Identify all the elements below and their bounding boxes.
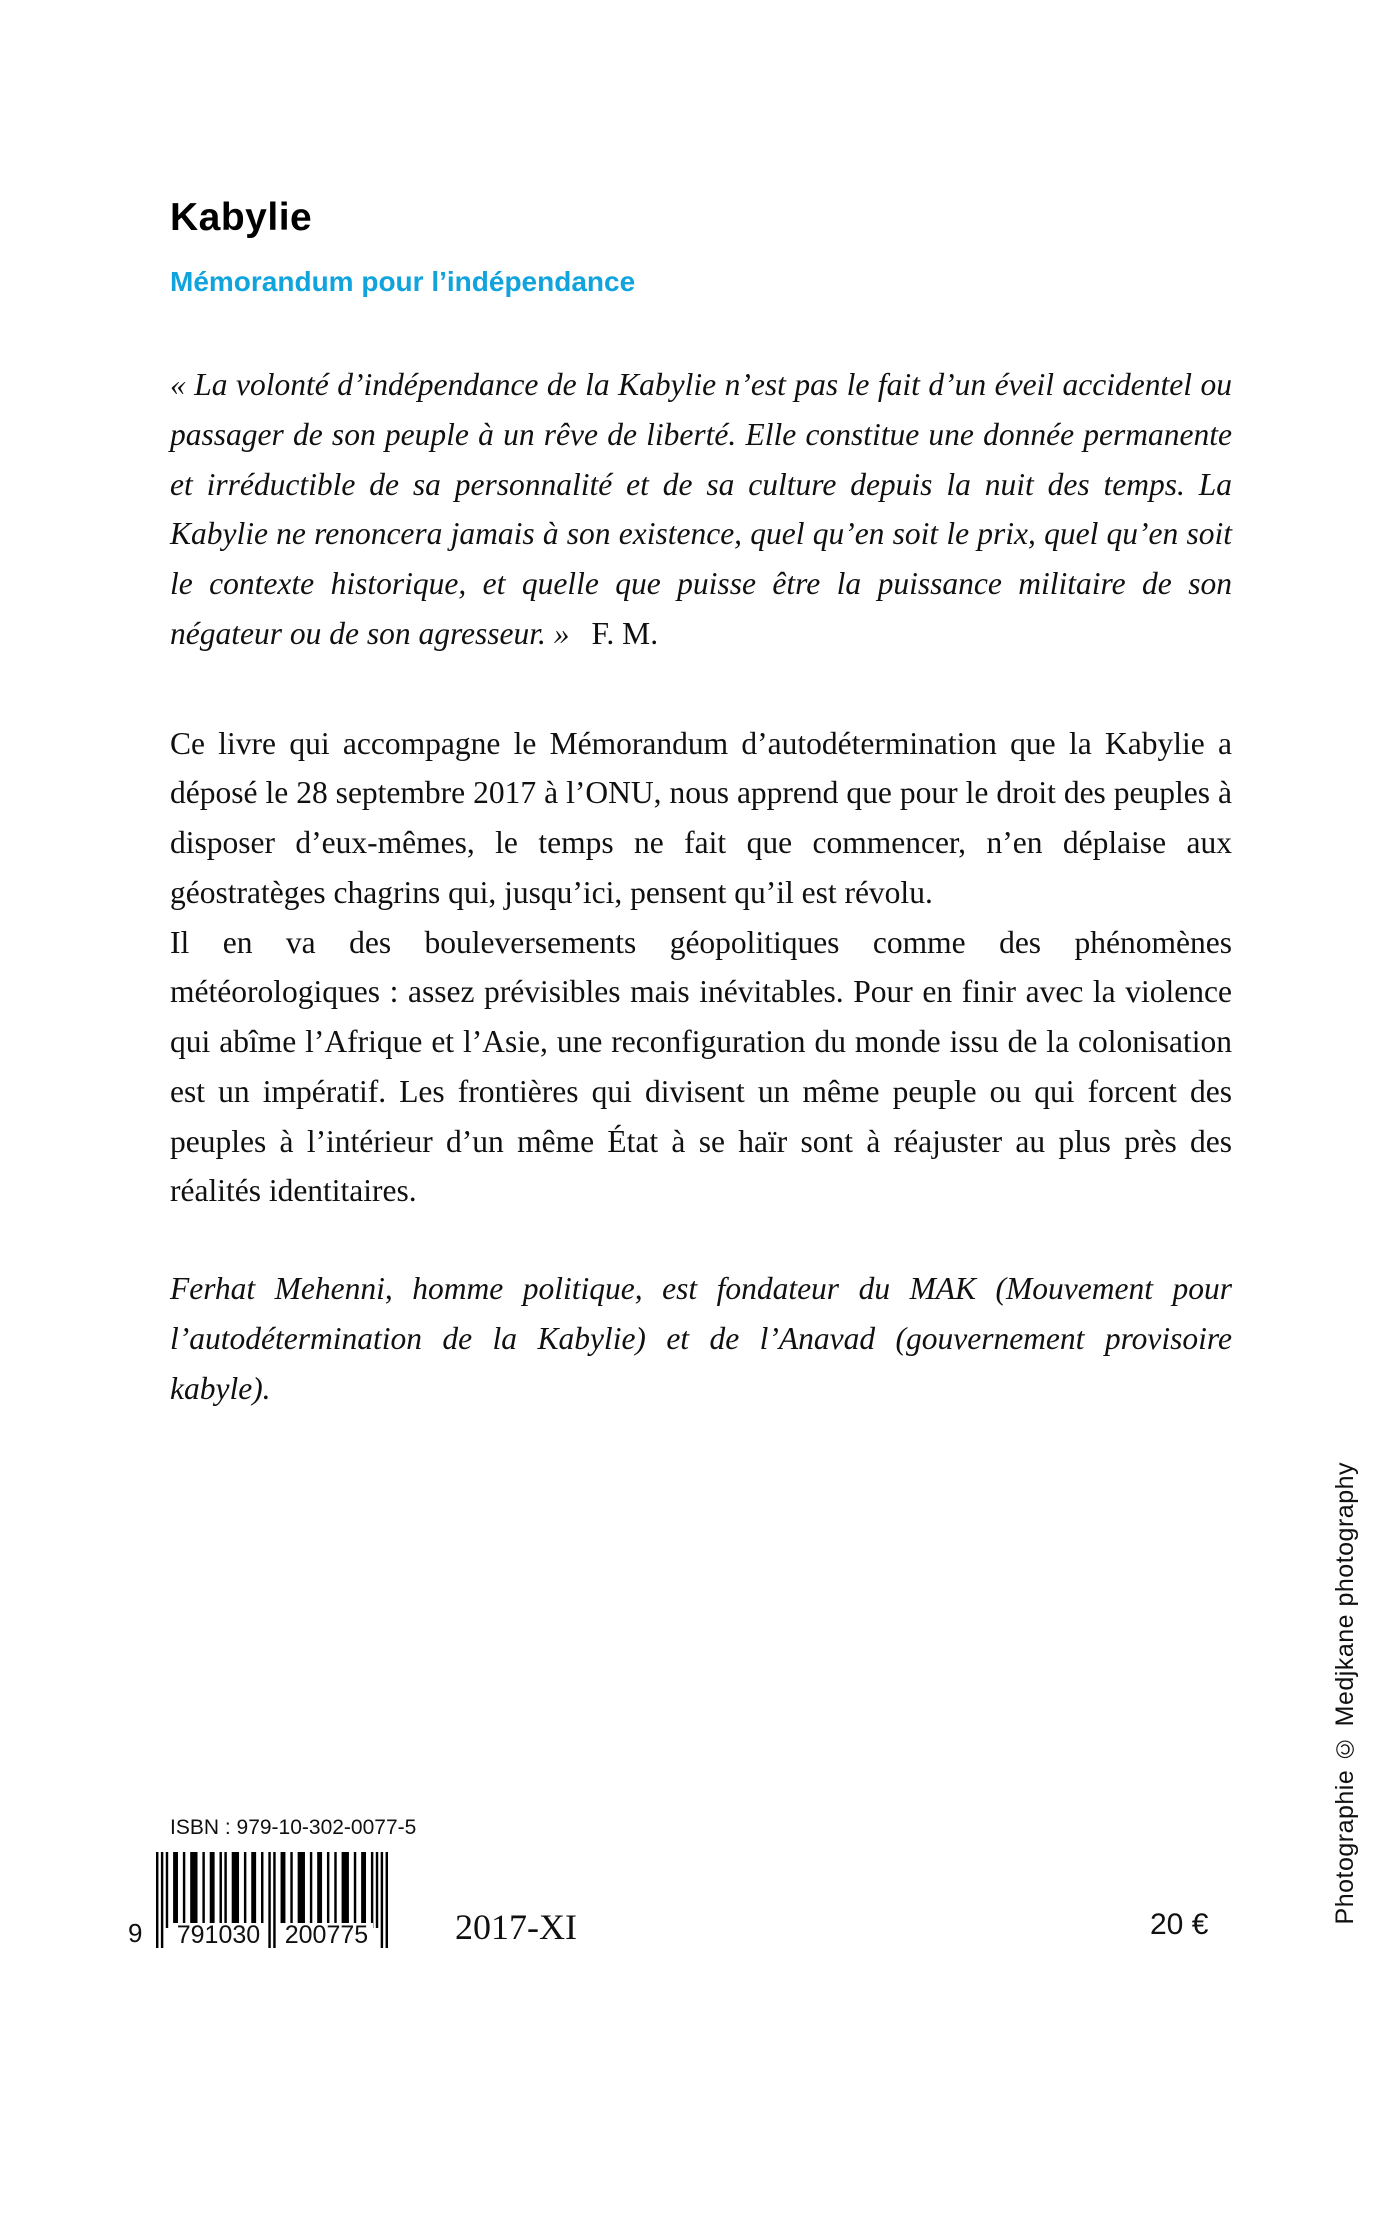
barcode-digits-right-group: 200775 <box>280 1923 373 1948</box>
price-label: 20 € <box>1150 1908 1209 1941</box>
synopsis-paragraph-2: Il en va des bouleversements géopolitiques comme des phénomènes météorologiques : assez prévisibles mais inévitables. Pour en finir avec la violence qui abîme l’Afrique et l’Asie, une reconfiguration du monde issu de la colonisation est un impératif. Les frontières qui divisent un même peuple ou qui forcent des peuples à l’intérieur d’un même État à se haïr sont à réajuster au plus près des réalités identitaires. <box>170 924 1232 1209</box>
barcode <box>128 1852 388 1948</box>
quote-text: « La volonté d’indépendance de la Kabylie n’est pas le fait d’un éveil accidentel ou passager de son peuple à un rêve de liberté. Elle constitue une donnée permanente et irréductible de sa personnalité et de sa culture depuis la nuit des temps. La Kabylie ne renoncera jamais à son existence, quel qu’en soit le prix, quel qu’en soit le contexte historique, et quelle que puisse être la puissance militaire de son négateur ou de son agresseur. » <box>170 367 1232 651</box>
barcode-digits-left-group: 791030 <box>172 1923 265 1948</box>
author-bio: Ferhat Mehenni, homme politique, est fondateur du MAK (Mouvement pour l’autodétermination de la Kabylie) et de l’Anavad (gouvernement provisoire kabyle). <box>170 1271 1232 1406</box>
isbn-text: ISBN : 979-10-302-0077-5 <box>170 1816 417 1839</box>
cover-text-block <box>170 196 1232 1414</box>
synopsis <box>170 719 1232 1217</box>
synopsis-paragraph-1: Ce livre qui accompagne le Mémorandum d’autodétermination que la Kabylie a déposé le 28 septembre 2017 à l’ONU, nous apprend que pour le droit des peuples à disposer d’eux-mêmes, le temps ne fait que commencer, n’en déplaise aux géostratèges chagrins qui, jusqu’ici, pensent qu’il est révolu. <box>170 725 1232 910</box>
edition-code: 2017-XI <box>455 1907 577 1947</box>
barcode-leading-digit: 9 <box>128 1918 143 1948</box>
barcode-bars <box>156 1852 388 1948</box>
book-subtitle: Mémorandum pour l’indépendance <box>170 266 636 297</box>
photo-credit-vertical: Photographie © Medjkane photography <box>1331 1462 1359 1925</box>
quote-attribution: F. M. <box>591 615 659 651</box>
barcode-digits <box>164 1923 380 1948</box>
epigraph-quote <box>170 360 1232 659</box>
book-title: Kabylie <box>170 196 313 239</box>
